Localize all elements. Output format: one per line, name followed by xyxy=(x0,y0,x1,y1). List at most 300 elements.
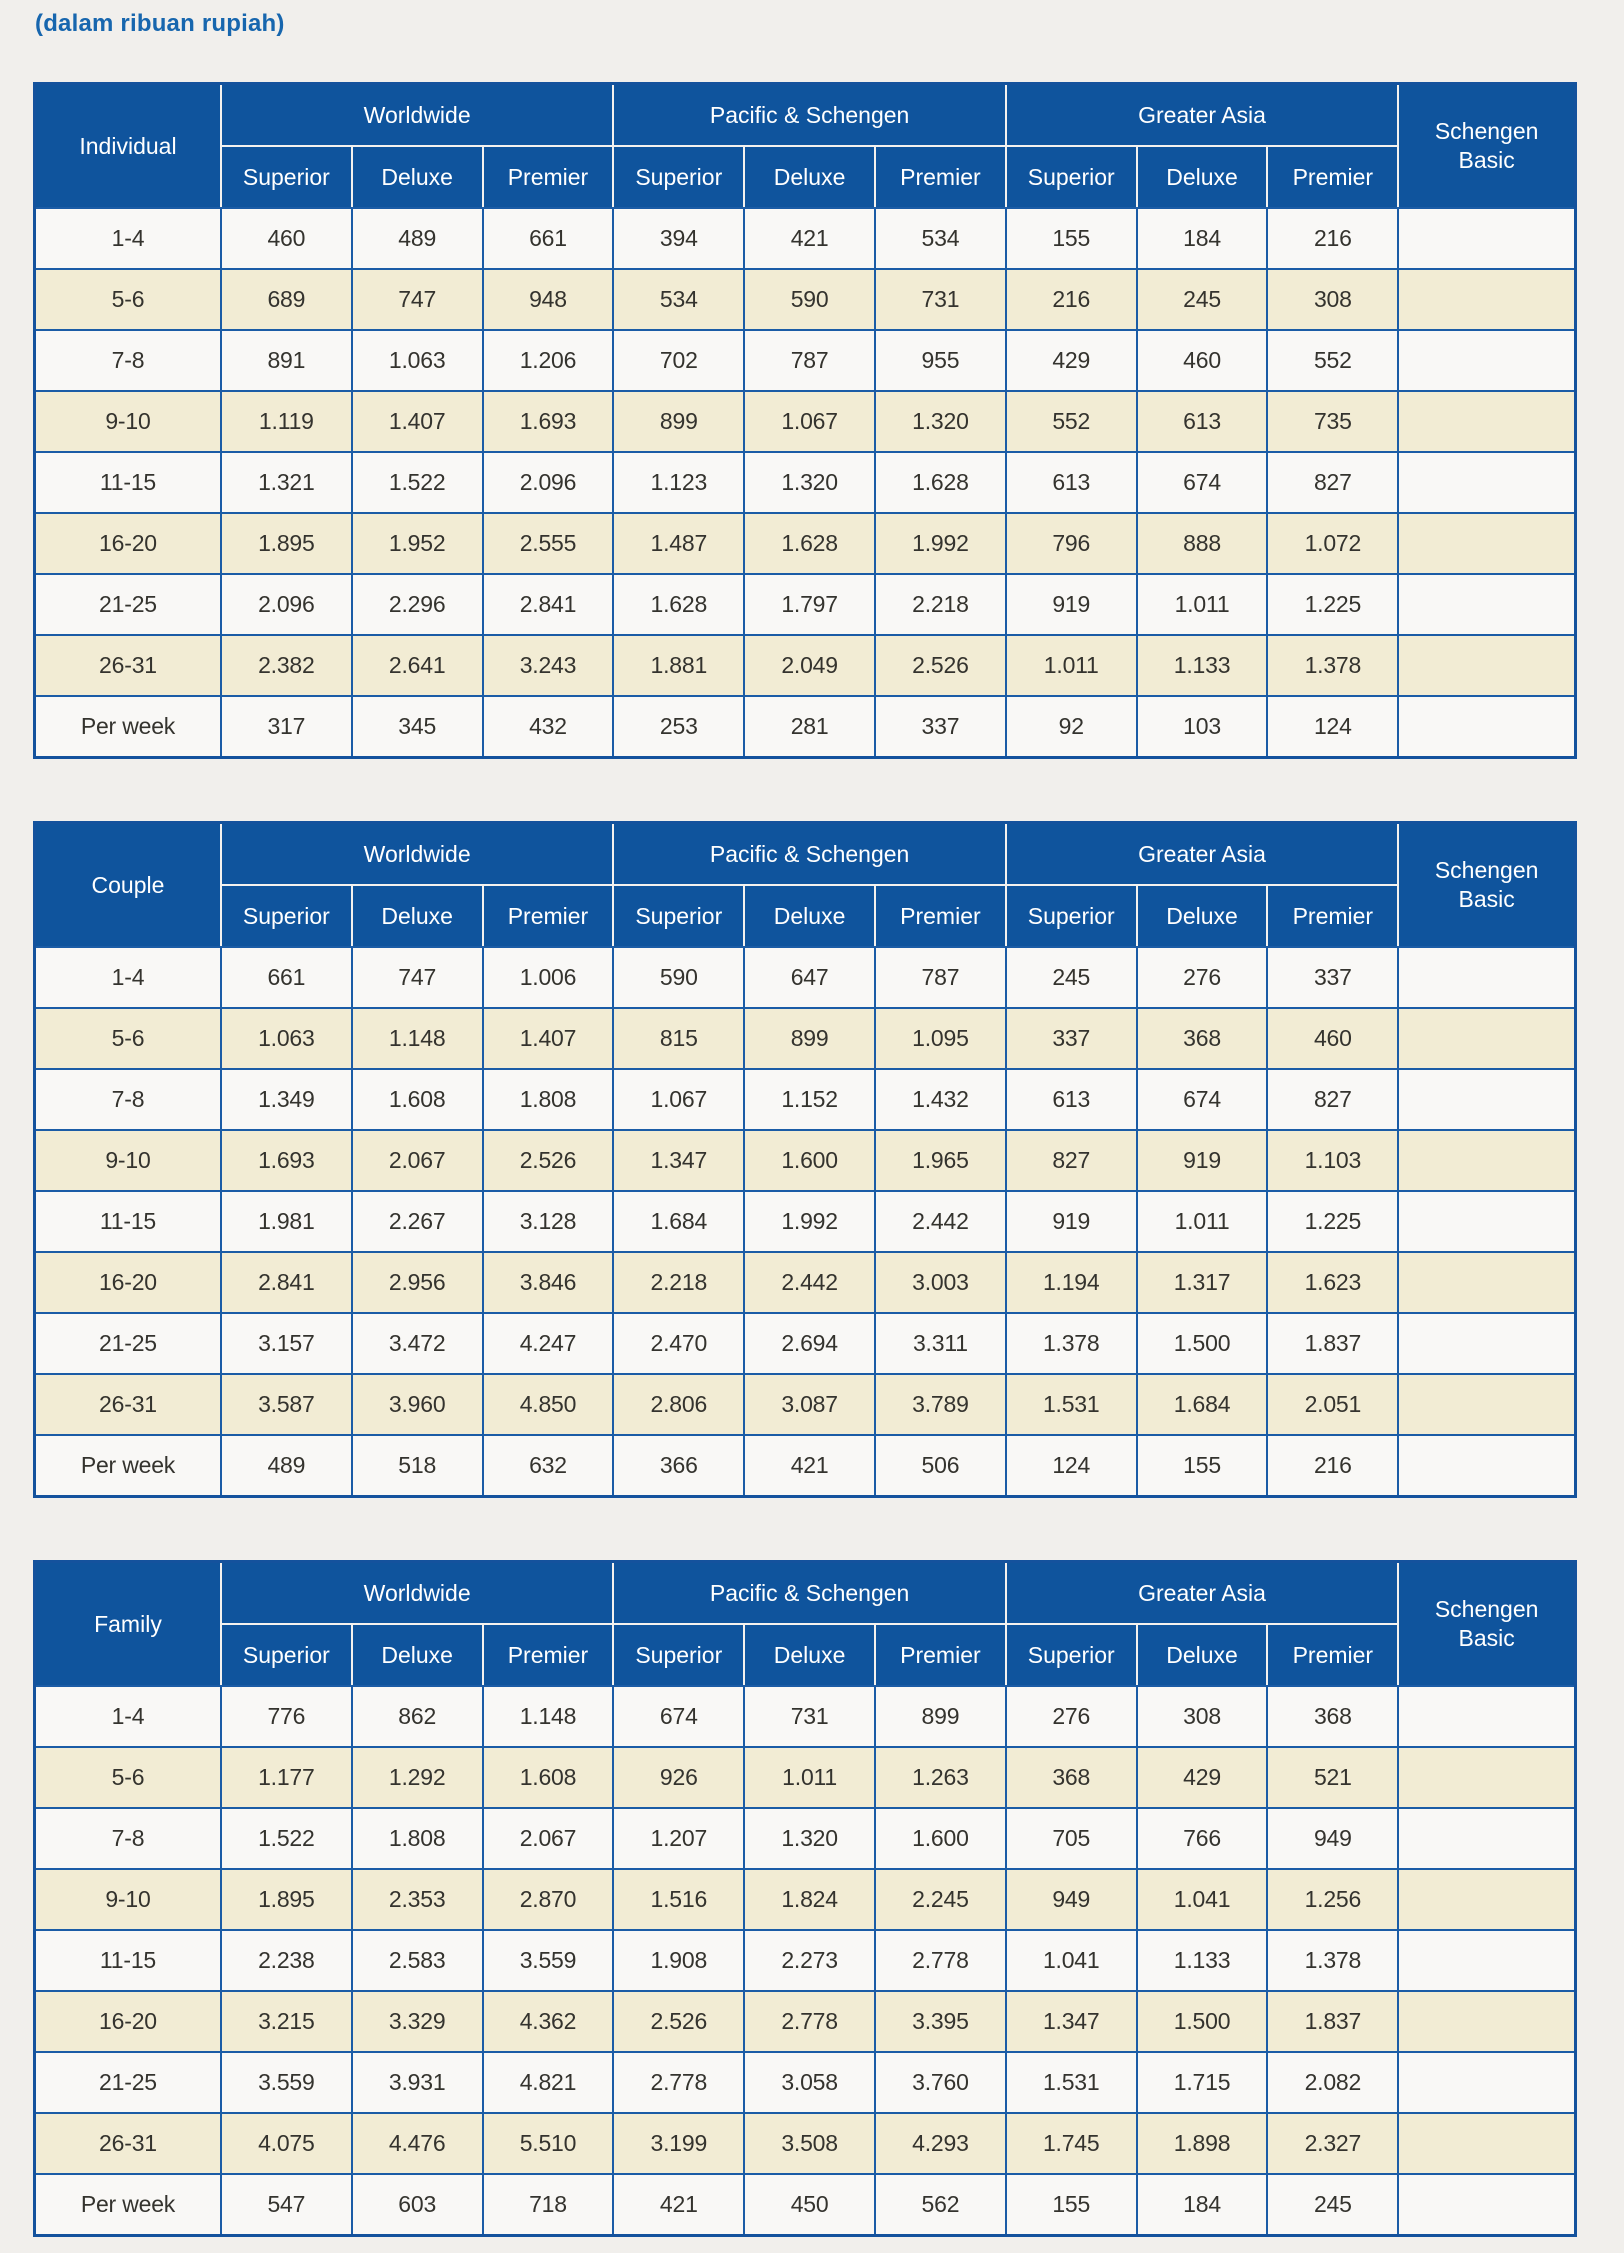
price-cell: 1.824 xyxy=(744,1869,875,1930)
price-cell: 1.837 xyxy=(1267,1991,1398,2052)
row-label: Per week xyxy=(35,2174,221,2236)
price-cell: 3.395 xyxy=(875,1991,1006,2052)
schengen-basic-cell xyxy=(1398,1991,1575,2052)
price-cell: 899 xyxy=(875,1686,1006,1747)
table-header xyxy=(35,84,1576,209)
price-cell: 3.846 xyxy=(483,1252,614,1313)
price-cell: 4.476 xyxy=(352,2113,483,2174)
price-cell: 3.087 xyxy=(744,1374,875,1435)
schengen-basic-cell xyxy=(1398,1930,1575,1991)
price-cell: 1.378 xyxy=(1267,1930,1398,1991)
price-cell: 1.895 xyxy=(221,513,352,574)
price-cell: 603 xyxy=(352,2174,483,2236)
schengen-basic-cell xyxy=(1398,2052,1575,2113)
column-header-deluxe: Deluxe xyxy=(352,885,483,947)
price-cell: 613 xyxy=(1006,452,1137,513)
column-header-premier: Premier xyxy=(875,885,1006,947)
price-cell: 4.362 xyxy=(483,1991,614,2052)
price-cell: 787 xyxy=(744,330,875,391)
column-header-premier: Premier xyxy=(483,1624,614,1686)
page-title: (dalam ribuan rupiah) xyxy=(35,10,285,37)
table-row xyxy=(35,1435,1576,1497)
price-cell: 718 xyxy=(483,2174,614,2236)
price-cell: 948 xyxy=(483,269,614,330)
price-cell: 1.432 xyxy=(875,1069,1006,1130)
price-cell: 3.960 xyxy=(352,1374,483,1435)
table-row xyxy=(35,696,1576,758)
price-cell: 184 xyxy=(1137,2174,1268,2236)
price-cell: 705 xyxy=(1006,1808,1137,1869)
table-body xyxy=(35,947,1576,1497)
price-cell: 1.522 xyxy=(352,452,483,513)
price-cell: 155 xyxy=(1137,1435,1268,1497)
price-cell: 4.075 xyxy=(221,2113,352,2174)
row-label: 21-25 xyxy=(35,2052,221,2113)
group-header-worldwide: Worldwide xyxy=(221,1562,613,1625)
price-cell: 1.263 xyxy=(875,1747,1006,1808)
price-cell: 2.526 xyxy=(875,635,1006,696)
price-cell: 1.608 xyxy=(352,1069,483,1130)
price-cell: 1.347 xyxy=(613,1130,744,1191)
table-row xyxy=(35,1069,1576,1130)
price-cell: 1.103 xyxy=(1267,1130,1398,1191)
price-cell: 368 xyxy=(1006,1747,1137,1808)
price-cell: 919 xyxy=(1006,574,1137,635)
price-cell: 731 xyxy=(744,1686,875,1747)
table-row xyxy=(35,2174,1576,2236)
table-row xyxy=(35,1008,1576,1069)
row-label: 9-10 xyxy=(35,1869,221,1930)
price-cell: 613 xyxy=(1006,1069,1137,1130)
column-header-schengen-basic: Schengen Basic xyxy=(1398,84,1575,209)
price-cell: 1.407 xyxy=(352,391,483,452)
family-price-table xyxy=(33,1560,1577,2237)
price-cell: 1.981 xyxy=(221,1191,352,1252)
column-header-superior: Superior xyxy=(1006,1624,1137,1686)
price-cell: 1.628 xyxy=(744,513,875,574)
price-cell: 1.320 xyxy=(744,1808,875,1869)
price-cell: 1.041 xyxy=(1137,1869,1268,1930)
column-header-superior: Superior xyxy=(613,146,744,208)
price-cell: 421 xyxy=(613,2174,744,2236)
row-label: 5-6 xyxy=(35,1747,221,1808)
price-cell: 1.684 xyxy=(1137,1374,1268,1435)
price-cell: 1.194 xyxy=(1006,1252,1137,1313)
price-cell: 3.128 xyxy=(483,1191,614,1252)
row-label: Per week xyxy=(35,696,221,758)
price-cell: 506 xyxy=(875,1435,1006,1497)
column-header-deluxe: Deluxe xyxy=(744,146,875,208)
price-cell: 2.778 xyxy=(875,1930,1006,1991)
price-cell: 1.407 xyxy=(483,1008,614,1069)
price-cell: 862 xyxy=(352,1686,483,1747)
price-cell: 337 xyxy=(1267,947,1398,1008)
price-cell: 2.273 xyxy=(744,1930,875,1991)
row-label: 1-4 xyxy=(35,1686,221,1747)
column-header-schengen-basic: Schengen Basic xyxy=(1398,1562,1575,1687)
schengen-basic-cell xyxy=(1398,1313,1575,1374)
price-cell: 345 xyxy=(352,696,483,758)
schengen-basic-cell xyxy=(1398,2174,1575,2236)
group-header-greater-asia: Greater Asia xyxy=(1006,84,1398,147)
schengen-basic-cell xyxy=(1398,269,1575,330)
price-cell: 3.157 xyxy=(221,1313,352,1374)
schengen-basic-cell xyxy=(1398,1069,1575,1130)
table-row xyxy=(35,1191,1576,1252)
price-cell: 1.522 xyxy=(221,1808,352,1869)
schengen-basic-cell xyxy=(1398,1191,1575,1252)
column-header-superior: Superior xyxy=(1006,885,1137,947)
table-row xyxy=(35,1313,1576,1374)
price-cell: 1.908 xyxy=(613,1930,744,1991)
price-cell: 245 xyxy=(1006,947,1137,1008)
column-header-premier: Premier xyxy=(1267,1624,1398,1686)
column-header-premier: Premier xyxy=(875,1624,1006,1686)
price-cell: 1.123 xyxy=(613,452,744,513)
column-header-deluxe: Deluxe xyxy=(352,146,483,208)
price-cell: 1.992 xyxy=(744,1191,875,1252)
row-label: 21-25 xyxy=(35,574,221,635)
schengen-basic-cell xyxy=(1398,947,1575,1008)
row-label: 11-15 xyxy=(35,452,221,513)
price-cell: 276 xyxy=(1137,947,1268,1008)
table-row xyxy=(35,1869,1576,1930)
price-cell: 1.628 xyxy=(613,574,744,635)
price-cell: 949 xyxy=(1006,1869,1137,1930)
table-row xyxy=(35,452,1576,513)
price-cell: 124 xyxy=(1006,1435,1137,1497)
table-title-cell-couple: Couple xyxy=(35,823,221,948)
price-cell: 3.243 xyxy=(483,635,614,696)
price-cell: 1.797 xyxy=(744,574,875,635)
price-cell: 1.992 xyxy=(875,513,1006,574)
price-cell: 899 xyxy=(744,1008,875,1069)
row-label: 16-20 xyxy=(35,1991,221,2052)
schengen-basic-cell xyxy=(1398,2113,1575,2174)
price-cell: 1.531 xyxy=(1006,1374,1137,1435)
price-cell: 1.623 xyxy=(1267,1252,1398,1313)
price-cell: 2.067 xyxy=(352,1130,483,1191)
price-cell: 1.119 xyxy=(221,391,352,452)
table-row xyxy=(35,947,1576,1008)
row-label: 16-20 xyxy=(35,1252,221,1313)
price-cell: 429 xyxy=(1137,1747,1268,1808)
price-cell: 1.133 xyxy=(1137,635,1268,696)
price-cell: 155 xyxy=(1006,2174,1137,2236)
price-cell: 2.238 xyxy=(221,1930,352,1991)
schengen-basic-cell xyxy=(1398,1130,1575,1191)
row-label: 26-31 xyxy=(35,1374,221,1435)
price-cell: 2.841 xyxy=(483,574,614,635)
table-body xyxy=(35,1686,1576,2236)
price-cell: 562 xyxy=(875,2174,1006,2236)
price-cell: 1.500 xyxy=(1137,1313,1268,1374)
price-cell: 1.207 xyxy=(613,1808,744,1869)
table-row xyxy=(35,1747,1576,1808)
price-cell: 827 xyxy=(1267,452,1398,513)
price-cell: 3.199 xyxy=(613,2113,744,2174)
price-cell: 735 xyxy=(1267,391,1398,452)
price-cell: 489 xyxy=(352,208,483,269)
schengen-basic-cell xyxy=(1398,391,1575,452)
price-cell: 827 xyxy=(1006,1130,1137,1191)
price-cell: 421 xyxy=(744,208,875,269)
schengen-basic-cell xyxy=(1398,1435,1575,1497)
price-cell: 1.321 xyxy=(221,452,352,513)
price-cell: 1.600 xyxy=(744,1130,875,1191)
column-header-deluxe: Deluxe xyxy=(1137,146,1268,208)
price-cell: 1.378 xyxy=(1006,1313,1137,1374)
price-cell: 647 xyxy=(744,947,875,1008)
price-cell: 124 xyxy=(1267,696,1398,758)
price-cell: 155 xyxy=(1006,208,1137,269)
price-cell: 450 xyxy=(744,2174,875,2236)
price-cell: 489 xyxy=(221,1435,352,1497)
price-cell: 815 xyxy=(613,1008,744,1069)
price-cell: 674 xyxy=(1137,452,1268,513)
table-row xyxy=(35,1686,1576,1747)
row-label: 11-15 xyxy=(35,1191,221,1252)
price-cell: 632 xyxy=(483,1435,614,1497)
price-cell: 1.500 xyxy=(1137,1991,1268,2052)
price-cell: 747 xyxy=(352,269,483,330)
table-header xyxy=(35,823,1576,948)
price-cell: 1.011 xyxy=(1137,574,1268,635)
table-row xyxy=(35,391,1576,452)
price-cell: 1.881 xyxy=(613,635,744,696)
price-cell: 2.327 xyxy=(1267,2113,1398,2174)
row-label: 26-31 xyxy=(35,2113,221,2174)
price-cell: 1.063 xyxy=(221,1008,352,1069)
price-cell: 1.320 xyxy=(744,452,875,513)
schengen-basic-cell xyxy=(1398,208,1575,269)
price-cell: 4.850 xyxy=(483,1374,614,1435)
price-cell: 1.898 xyxy=(1137,2113,1268,2174)
price-cell: 421 xyxy=(744,1435,875,1497)
column-header-premier: Premier xyxy=(483,146,614,208)
schengen-basic-cell xyxy=(1398,574,1575,635)
row-label: 7-8 xyxy=(35,330,221,391)
table-body xyxy=(35,208,1576,758)
price-tables-container xyxy=(33,82,1577,2237)
price-cell: 368 xyxy=(1267,1686,1398,1747)
price-cell: 534 xyxy=(875,208,1006,269)
price-cell: 3.931 xyxy=(352,2052,483,2113)
price-cell: 1.320 xyxy=(875,391,1006,452)
price-cell: 955 xyxy=(875,330,1006,391)
price-cell: 1.225 xyxy=(1267,574,1398,635)
price-cell: 1.531 xyxy=(1006,2052,1137,2113)
price-cell: 1.895 xyxy=(221,1869,352,1930)
column-header-deluxe: Deluxe xyxy=(352,1624,483,1686)
price-cell: 460 xyxy=(221,208,352,269)
price-cell: 547 xyxy=(221,2174,352,2236)
price-cell: 1.349 xyxy=(221,1069,352,1130)
price-cell: 1.063 xyxy=(352,330,483,391)
table-row xyxy=(35,1374,1576,1435)
price-cell: 2.555 xyxy=(483,513,614,574)
schengen-basic-cell xyxy=(1398,1686,1575,1747)
price-cell: 1.347 xyxy=(1006,1991,1137,2052)
price-cell: 5.510 xyxy=(483,2113,614,2174)
table-row xyxy=(35,2113,1576,2174)
individual-price-table xyxy=(33,82,1577,759)
price-cell: 1.011 xyxy=(1006,635,1137,696)
price-cell: 432 xyxy=(483,696,614,758)
price-cell: 766 xyxy=(1137,1808,1268,1869)
price-cell: 2.067 xyxy=(483,1808,614,1869)
price-cell: 1.837 xyxy=(1267,1313,1398,1374)
price-cell: 1.715 xyxy=(1137,2052,1268,2113)
table-title-cell-family: Family xyxy=(35,1562,221,1687)
price-cell: 1.133 xyxy=(1137,1930,1268,1991)
price-cell: 2.641 xyxy=(352,635,483,696)
price-cell: 3.329 xyxy=(352,1991,483,2052)
table-row xyxy=(35,269,1576,330)
column-header-premier: Premier xyxy=(875,146,1006,208)
price-cell: 2.694 xyxy=(744,1313,875,1374)
price-cell: 702 xyxy=(613,330,744,391)
price-cell: 2.526 xyxy=(483,1130,614,1191)
price-cell: 1.225 xyxy=(1267,1191,1398,1252)
table-row xyxy=(35,2052,1576,2113)
price-cell: 796 xyxy=(1006,513,1137,574)
price-cell: 245 xyxy=(1267,2174,1398,2236)
schengen-basic-cell xyxy=(1398,452,1575,513)
row-label: 21-25 xyxy=(35,1313,221,1374)
price-cell: 689 xyxy=(221,269,352,330)
price-cell: 518 xyxy=(352,1435,483,1497)
price-cell: 899 xyxy=(613,391,744,452)
price-cell: 1.516 xyxy=(613,1869,744,1930)
price-cell: 661 xyxy=(221,947,352,1008)
price-cell: 3.311 xyxy=(875,1313,1006,1374)
group-header-worldwide: Worldwide xyxy=(221,823,613,886)
price-cell: 1.600 xyxy=(875,1808,1006,1869)
price-cell: 1.693 xyxy=(221,1130,352,1191)
price-cell: 1.684 xyxy=(613,1191,744,1252)
price-cell: 366 xyxy=(613,1435,744,1497)
table-title-cell-individual: Individual xyxy=(35,84,221,209)
price-cell: 590 xyxy=(613,947,744,1008)
price-cell: 1.317 xyxy=(1137,1252,1268,1313)
price-cell: 2.841 xyxy=(221,1252,352,1313)
price-cell: 1.072 xyxy=(1267,513,1398,574)
price-cell: 3.559 xyxy=(483,1930,614,1991)
table-row xyxy=(35,1130,1576,1191)
price-cell: 394 xyxy=(613,208,744,269)
price-cell: 253 xyxy=(613,696,744,758)
price-cell: 1.965 xyxy=(875,1130,1006,1191)
price-cell: 3.508 xyxy=(744,2113,875,2174)
column-header-superior: Superior xyxy=(613,885,744,947)
table-row xyxy=(35,1252,1576,1313)
price-cell: 245 xyxy=(1137,269,1268,330)
price-cell: 919 xyxy=(1137,1130,1268,1191)
column-header-superior: Superior xyxy=(613,1624,744,1686)
column-header-deluxe: Deluxe xyxy=(1137,1624,1268,1686)
row-label: 16-20 xyxy=(35,513,221,574)
column-header-premier: Premier xyxy=(1267,146,1398,208)
price-cell: 429 xyxy=(1006,330,1137,391)
price-cell: 3.559 xyxy=(221,2052,352,2113)
schengen-basic-cell xyxy=(1398,513,1575,574)
group-header-greater-asia: Greater Asia xyxy=(1006,1562,1398,1625)
row-label: Per week xyxy=(35,1435,221,1497)
price-cell: 674 xyxy=(613,1686,744,1747)
price-cell: 2.806 xyxy=(613,1374,744,1435)
price-cell: 2.218 xyxy=(613,1252,744,1313)
table-row xyxy=(35,513,1576,574)
column-header-superior: Superior xyxy=(221,146,352,208)
row-label: 7-8 xyxy=(35,1069,221,1130)
price-cell: 590 xyxy=(744,269,875,330)
price-cell: 2.096 xyxy=(483,452,614,513)
price-cell: 1.952 xyxy=(352,513,483,574)
price-cell: 1.206 xyxy=(483,330,614,391)
price-cell: 1.808 xyxy=(483,1069,614,1130)
price-cell: 4.821 xyxy=(483,2052,614,2113)
price-cell: 3.215 xyxy=(221,1991,352,2052)
price-cell: 1.006 xyxy=(483,947,614,1008)
price-cell: 926 xyxy=(613,1747,744,1808)
price-cell: 2.267 xyxy=(352,1191,483,1252)
price-cell: 1.256 xyxy=(1267,1869,1398,1930)
row-label: 1-4 xyxy=(35,208,221,269)
group-header-pacific-schengen: Pacific & Schengen xyxy=(613,823,1005,886)
price-cell: 1.148 xyxy=(352,1008,483,1069)
price-cell: 552 xyxy=(1267,330,1398,391)
table-row xyxy=(35,208,1576,269)
column-header-superior: Superior xyxy=(1006,146,1137,208)
price-cell: 1.693 xyxy=(483,391,614,452)
price-cell: 3.472 xyxy=(352,1313,483,1374)
price-cell: 2.442 xyxy=(875,1191,1006,1252)
price-cell: 2.082 xyxy=(1267,2052,1398,2113)
price-cell: 2.778 xyxy=(744,1991,875,2052)
price-cell: 337 xyxy=(875,696,1006,758)
column-header-schengen-basic: Schengen Basic xyxy=(1398,823,1575,948)
price-cell: 184 xyxy=(1137,208,1268,269)
price-cell: 216 xyxy=(1267,1435,1398,1497)
price-cell: 2.049 xyxy=(744,635,875,696)
table-row xyxy=(35,1808,1576,1869)
price-cell: 1.745 xyxy=(1006,2113,1137,2174)
price-cell: 1.378 xyxy=(1267,635,1398,696)
price-cell: 1.095 xyxy=(875,1008,1006,1069)
price-cell: 103 xyxy=(1137,696,1268,758)
price-cell: 2.583 xyxy=(352,1930,483,1991)
table-header xyxy=(35,1562,1576,1687)
price-cell: 949 xyxy=(1267,1808,1398,1869)
price-cell: 1.177 xyxy=(221,1747,352,1808)
group-header-pacific-schengen: Pacific & Schengen xyxy=(613,1562,1005,1625)
price-cell: 460 xyxy=(1267,1008,1398,1069)
price-cell: 317 xyxy=(221,696,352,758)
price-cell: 1.808 xyxy=(352,1808,483,1869)
price-cell: 3.789 xyxy=(875,1374,1006,1435)
price-cell: 2.470 xyxy=(613,1313,744,1374)
price-cell: 216 xyxy=(1006,269,1137,330)
price-cell: 4.247 xyxy=(483,1313,614,1374)
price-cell: 731 xyxy=(875,269,1006,330)
price-cell: 2.382 xyxy=(221,635,352,696)
price-cell: 552 xyxy=(1006,391,1137,452)
price-cell: 888 xyxy=(1137,513,1268,574)
group-header-pacific-schengen: Pacific & Schengen xyxy=(613,84,1005,147)
price-cell: 2.218 xyxy=(875,574,1006,635)
price-cell: 787 xyxy=(875,947,1006,1008)
